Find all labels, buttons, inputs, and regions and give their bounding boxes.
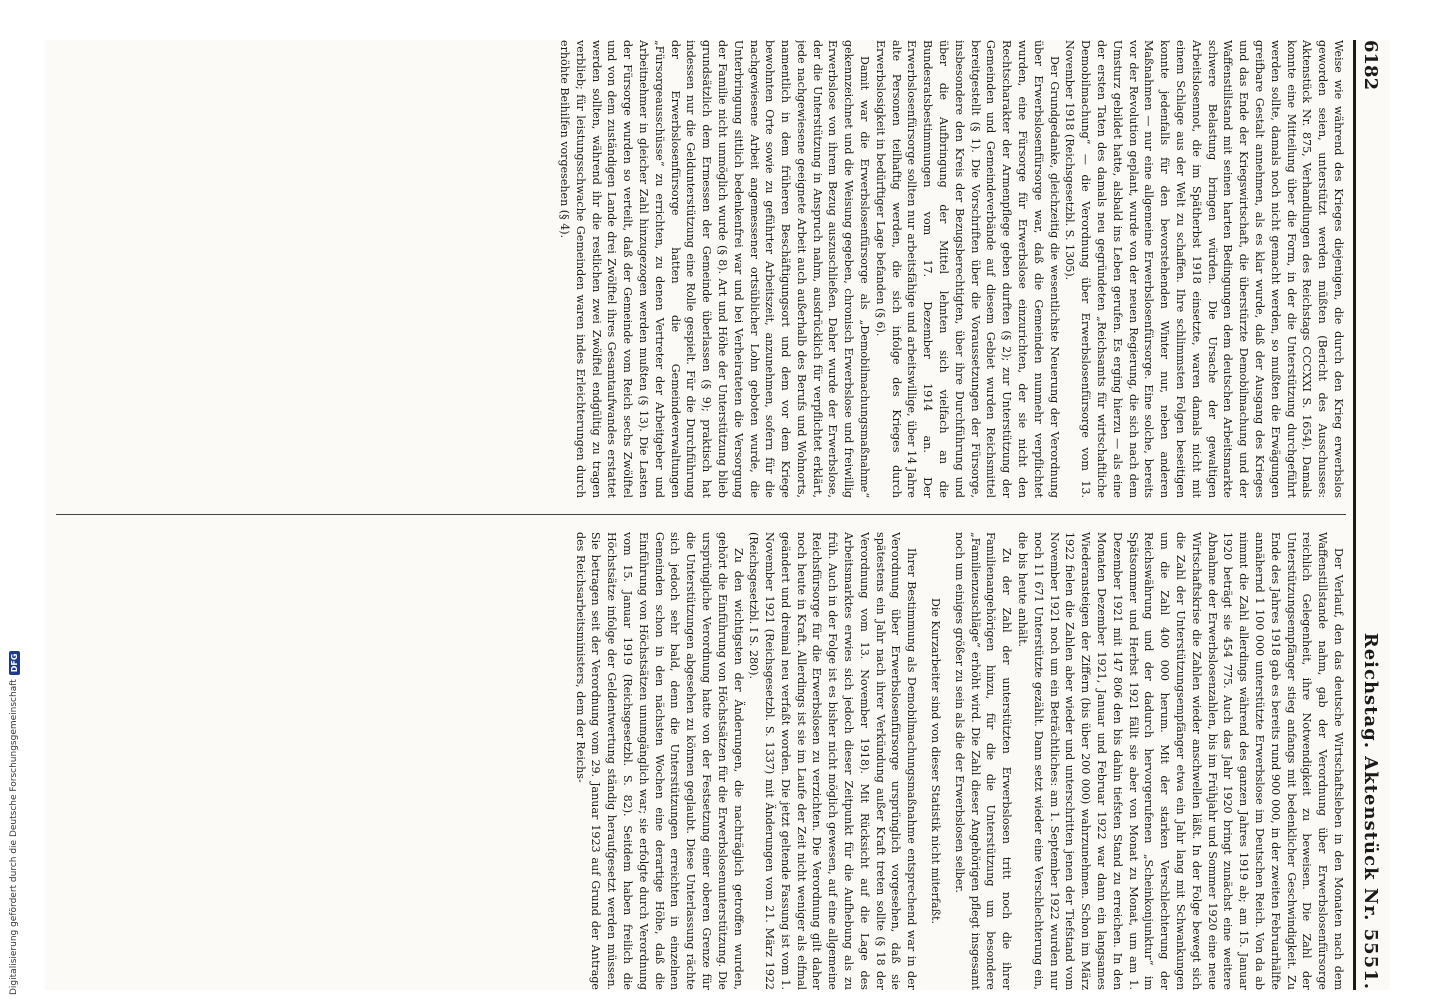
paragraph: Zu den wichtigsten der Änderungen, die nachträglich getroffen wurden, gehört die Einführung von Höchstsätzen für die Erwerbslosenunterstützung. Die ursprüngliche Verordnung hatte von der Festsetzung einer oberen Grenze für die Unterstützungen abgesehen zu können geglaubt. Diese Unterlassung rächte sich jedoch sehr bald, denn die Unterstützungen erreichten in einzelnen Gemeinden schon in den nächsten Wochen eine derartige Höhe, daß die Einführung von Höchstsätzen unumgänglich war; sie erfolgte durch Verordnung vom 15. Januar 1919 (Reichsgesetzbl. S. 82). Seitdem haben freilich die Höchstsätze infolge der Geldentwertung ständig heraufgesetzt werden müssen. Sie betragen seit der Verordnung vom 29. Januar 1923 auf Grund der Antrage des Reichsarbeitsministers, dem der Reichs- [573,532,745,990]
column-divider [56,514,1346,515]
page-number: 6182 [1360,40,1381,91]
paragraph-centered: Die Kurzarbeiter sind von dieser Statistik nicht miterfaßt. [929,598,943,924]
paragraph: Damit war die Erwerbslosenfürsorge als „Demobilmachungsmaßnahme“ gekennzeichnet und die Weisung gegeben, chronisch Erwerbslose und freiwillig Erwerbslose von ihrem Bezug auszuschließen. Daher wurde der Erwerbslose, der die Unterstützung in Anspruch nahm, ausdrücklich für verpflichtet erklärt, jede nachgewiesene geeignete Arbeit auch außerhalb des Berufs und Wohnorts, namentlich in dem früheren Beschäftigungsort und dem vor dem Kriege bewohnten Orte sowie zu geführter Arbeitszeit, anzunehmen, sofern für die nachgewiesene Arbeit angemessener ortsüblicher Lohn geboten wurde, die Unterbringung sittlich bedenkenfrei war und bei Verheirateten die Versorgung der Familie nicht unmöglich wurde (§ 8). Art und Höhe der Unterstützung blieb grundsätzlich dem Ermessen der Gemeinde überlassen (§ 9); praktisch hat indessen nur die Geldunterstützung eine Rolle gespielt. Für die Durchführung der Erwerbslosenfürsorge hatten die Gemeindeverwaltungen „Fürsorgeausschüsse“ zu errichten, zu denen Vertreter der Arbeitgeber und Arbeitnehmer in gleicher Zahl hinzugezogen werden mußten (§ 13). Die Lasten der Fürsorge wurden so verteilt, daß der Gemeinde vom Reich sechs Zwölftel und von dem zuständigen Lande drei Zwölftel ihres Gesamtaufwandes erstattet werden sollten, während ihr die restlichen zwei Zwölftel endgültig zu tragen verblieb; für leistungsschwache Gemeinden waren indes Erleichterungen durch erhöhte Beihilfen vorgesehen (§ 4). [557,40,872,498]
page-header [1360,40,1390,990]
paragraph: Der Grundgedanke, gleichzeitig die wesentlichste Neuerung der Verordnung über Erwerbslosenfürsorge war, daß die Gemeinden nunmehr verpflichtet wurden, eine Fürsorge für Erwerbslose einzurichten, der sie nicht den Rechtscharakter der Armenpflege geben durften (§ 2); zur Unterstützung der Gemeinden und Gemeindeverbände auf diesem Gebiet wurden Reichsmittel bereitgestellt (§ 1). Die Vorschriften über die Voraussetzungen der Fürsorge, insbesondere den Kreis der Bezugsberechtigten, über ihre Durchführung und über die Aufbringung der Mittel lehnten sich vielfach an die Bundesratsbestimmungen vom 17. Dezember 1914 an. Der Erwerbslosenfürsorge sollten nur arbeitsfähige und arbeitswillige, über 14 Jahre alte Personen teilhaftig werden, die sich infolge des Krieges durch Erwerbslosigkeit in bedürftiger Lage befanden (§ 6). [873,40,1061,498]
paragraph: Zu der Zahl der unterstützten Erwerbslosen tritt noch die ihrer Familienangehörigen hinzu, für die die Unterstützung um besondere „Familienzuschläge“ erhöht wird. Die Zahl dieser Angehörigen pflegt insgesamt noch um einiges größer zu sein als die der Erwerbslosen selber. [952,532,1014,990]
right-column [51,532,1346,990]
paragraph: Weise wie während des Krieges diejenigen, die durch den Krieg erwerbslos geworden seien, unterstützt werden müßten (Bericht des Ausschusses: Aktenstück Nr. 875, Verhandlungen des Reichstags CCCXXI S. 1654). Damals konnte eine Mitteilung über die Form, in der die Unterstützung durchgeführt werden sollte, damals noch nicht gemacht werden, so mußten die Erwägungen greifbare Gestalt annehmen, als es klar wurde, daß der Ausgang des Krieges und das Ende der Kriegswirtschaft, die überstürzte Demobilmachung und der Waffenstillstand mit seinen harten Bedingungen dem deutschen Arbeitsmarkte schwere Belastung bringen würden. Die Ursache der gewaltigen Arbeitslosennot, die im Spätherbst 1918 einsetzte, waren damals nicht mit einem Schlage aus der Welt zu schaffen. Ihre schlimmsten Folgen beseitigen konnte jedenfalls für den bevorstehenden Winter nur, neben anderen Maßnahmen — nur eine allgemeine Erwerbslosenfürsorge. Eine solche, bereits vor der Revolution geplant, wurde von der neuen Regierung, die sich nach dem Umsturz gebildet hatte, alsbald ins Leben gerufen. Es erging hierzu — als eine der ersten Taten des damals neu gegründeten „Reichsamts für wirtschaftliche Demobilmachung“ — die Verordnung über Erwerbslosenfürsorge vom 13. November 1918 (Reichsgesetzbl. S. 1305). [1063,40,1345,498]
left-column [51,40,1346,498]
paragraph: Der Verlauf, den das deutsche Wirtschaftsleben in den Monaten nach dem Waffenstillstande nahm, gab der Verordnung über Erwerbslosenfürsorge reichlich Gelegenheit, ihre Notwendigkeit zu beweisen. Die Zahl der Unterstützungsempfänger stieg anfangs mit bedenklicher Geschwindigkeit. Zu Ende des Jahres 1918 gab es bereits rund 900 000, in der zweiten Februarhälfte annähernd 1 100 000 unterstützte Erwerbslose im Deutschen Reich. Von da ab nimmt die Zahl allerdings während des ganzen Jahres 1919 ab; am 15. Januar 1920 beträgt sie 454 775. Auch das Jahr 1920 bringt zunächst eine weitere Abnahme der Erwerbslosenzahlen, bis im Frühjahr und Sommer 1920 eine neue Wirtschaftskrise die Zahlen wieder anschwellen läßt. In der Folge bewegt sich die Zahl der Unterstützungsempfänger etwa ein Jahr lang mit Schwankungen um die Zahl 400 000 herum. Mit der starken Verschlechterung der Reichswährung und der dadurch hervorgerufenen „Scheinkonjunktur“ im Spätsommer und Herbst 1921 fällt sie aber von Monat zu Monat, um am 1. Dezember 1921 mit 147 806 den bis dahin tiefsten Stand zu erreichen. In den Monaten Dezember 1921, Januar und Februar 1922 war dann ein langsames Wiederansteigen der Ziffern (bis über 200 000) wahrzunehmen. Schon im März 1922 fielen die Zahlen aber wieder und unterschritten jenen der Tiefstand vom November 1921 noch um ein Beträchtliches: am 1. September 1922 wurden nur noch 11 671 Unterstützte gezählt. Dann setzt wieder eine Verschlechterung ein, die bis heute anhält. [1016,532,1345,990]
digitization-credit [6,0,22,995]
header-rule [1353,40,1356,990]
dfg-logo-icon: DFG [9,651,20,676]
credit-text: Digitalisierung gefördert durch die Deutsche Forschungsgemeinschaft [9,679,19,995]
rotated-document-page [45,40,1390,990]
paragraph: Ihrer Bestimmung als Demobilmachungsmaßnahme entsprechend war in der Verordnung über Erwerbslosenfürsorge ursprünglich vorgesehen, daß sie spätestens ein Jahr nach ihrer Verkündung außer Kraft treten sollte (§ 18 der Verordnung vom 13. November 1918). Mit Rücksicht auf die Lage des Arbeitsmarktes erwies sich jedoch dieser Zeitpunkt für die Aufhebung als zu früh. Auch in der Folge ist es bisher nicht möglich gewesen, auf eine allgemeine Reichsfürsorge für die Erwerbslosen zu verzichten. Die Verordnung gilt daher noch heute in Kraft. Allerdings ist sie im Laufe der Zeit nicht weniger als elfmal geändert und dreimal neu verfaßt worden. Die jetzt geltende Fassung ist vom 1. November 1921 (Reichsgesetzbl. S. 1337) mit Änderungen vom 21. März 1922 (Reichsgesetzbl. I S. 280). [747,532,919,990]
page-title: Reichstag. Aktenstück Nr. 5551. [1360,632,1381,990]
